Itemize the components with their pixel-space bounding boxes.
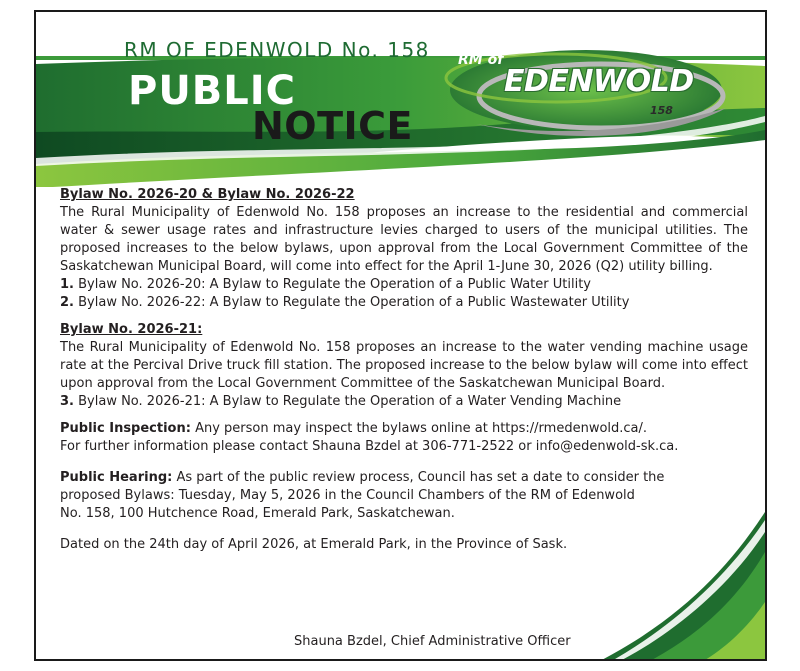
item-text: Bylaw No. 2026-22: A Bylaw to Regulate the Operation of a Public Wastewater Utility xyxy=(78,295,630,310)
section2-body: The Rural Municipality of Edenwold No. 158 proposes an increase to the water vending machine usage rate at the Percival Drive truck fill station. The proposed increase to the below bylaw will come into effect upon approval from the Local Government Committee of the Saskatchewan Municipal Board. xyxy=(60,340,748,391)
dated-line: Dated on the 24th day of April 2026, at Emerald Park, in the Province of Sask. xyxy=(60,537,568,552)
section2-heading: Bylaw No. 2026-21: xyxy=(60,322,203,337)
item-number: 3. xyxy=(60,394,74,409)
list-item xyxy=(60,276,748,294)
hearing-line3: No. 158, 100 Hutchence Road, Emerald Park, Saskatchewan. xyxy=(60,506,455,521)
inspection-paragraph xyxy=(60,420,748,438)
contact-line: For further information please contact Shauna Bzdel at 306-771-2522 or info@edenwold-sk.ca. xyxy=(60,439,679,454)
logo-number: 158 xyxy=(650,104,673,117)
hearing-label: Public Hearing: xyxy=(60,470,173,485)
public-heading: PUBLIC xyxy=(128,68,297,114)
item-text: Bylaw No. 2026-20: A Bylaw to Regulate the Operation of a Public Water Utility xyxy=(78,277,591,292)
list-item xyxy=(60,393,748,411)
notice-body xyxy=(60,186,748,554)
notice-heading: NOTICE xyxy=(252,104,414,148)
list-item xyxy=(60,294,748,312)
section1-body: The Rural Municipality of Edenwold No. 158 proposes an increase to the residential and commercial water & sewer usage rates and infrastructure levies charged to users of the municipal utilities. The proposed increases to the below bylaws, upon approval from the Local Government Committee of the Saskatchewan Municipal Board, will come into effect for the April 1-June 30, 2026 (Q2) utility billing. xyxy=(60,205,748,274)
hearing-line2: proposed Bylaws: Tuesday, May 5, 2026 in the Council Chambers of the RM of Edenwold xyxy=(60,488,635,503)
hearing-line1: As part of the public review process, Council has set a date to consider the xyxy=(176,470,665,485)
notice-frame xyxy=(34,10,767,661)
org-line: RM OF EDENWOLD No. 158 xyxy=(124,38,430,62)
item-text: Bylaw No. 2026-21: A Bylaw to Regulate the Operation of a Water Vending Machine xyxy=(78,394,622,409)
signature-line: Shauna Bzdel, Chief Administrative Officer xyxy=(294,634,571,649)
inspection-text: Any person may inspect the bylaws online at https://rmedenwold.ca/. xyxy=(195,421,648,436)
item-number: 1. xyxy=(60,277,74,292)
section1-heading: Bylaw No. 2026-20 & Bylaw No. 2026-22 xyxy=(60,187,355,202)
inspection-label: Public Inspection: xyxy=(60,421,191,436)
hearing-paragraph xyxy=(60,469,748,487)
logo-prefix: RM of xyxy=(458,52,504,68)
item-number: 2. xyxy=(60,295,74,310)
logo-name: EDENWOLD xyxy=(504,64,694,99)
